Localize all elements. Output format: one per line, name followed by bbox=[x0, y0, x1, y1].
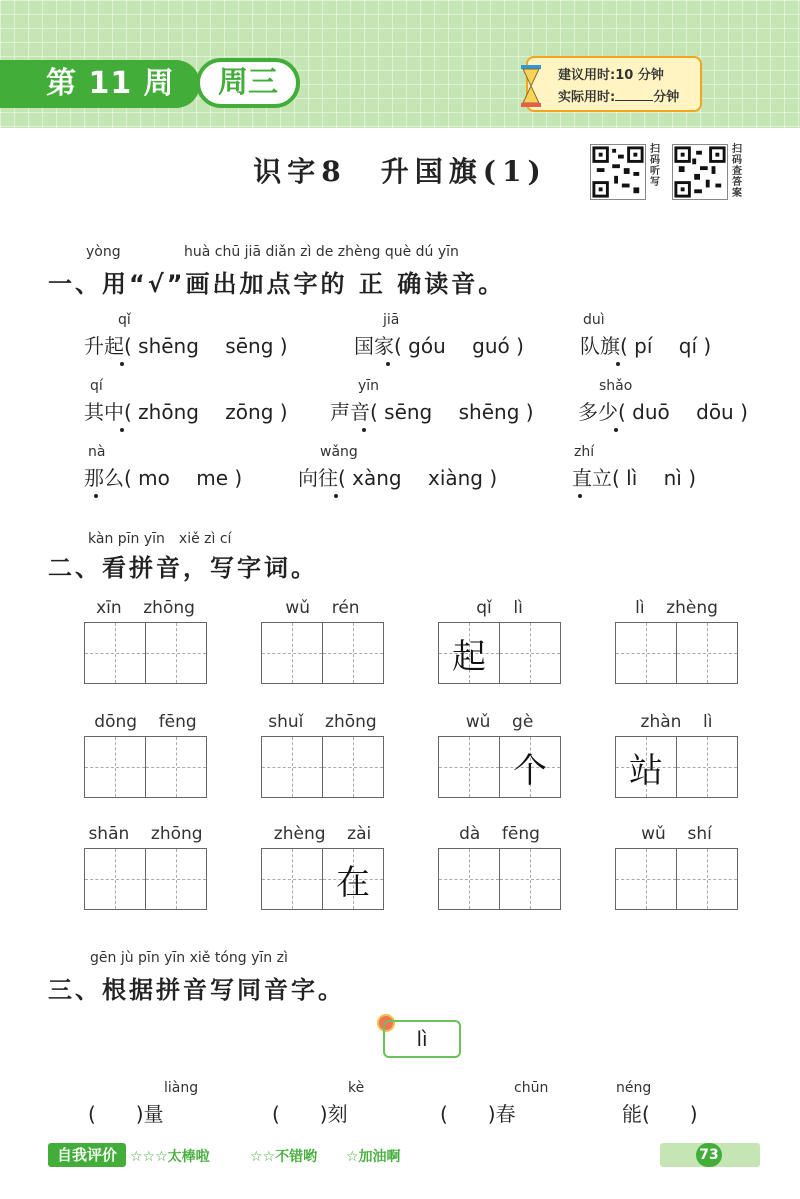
writing-cell[interactable] bbox=[85, 849, 146, 909]
fill-blank[interactable]: ( )春 bbox=[440, 1102, 516, 1126]
item-pinyin: qí bbox=[90, 378, 103, 394]
writing-cell[interactable] bbox=[323, 623, 383, 683]
item-pinyin: duì bbox=[583, 312, 605, 328]
writing-cell[interactable]: 个 bbox=[500, 737, 560, 797]
writing-box[interactable] bbox=[438, 848, 561, 910]
actual-time: 实际用时: 分钟 bbox=[558, 90, 680, 105]
writing-cell[interactable] bbox=[677, 849, 737, 909]
reading-item: 升起( shēng sēng ) bbox=[84, 334, 288, 358]
writing-cell[interactable] bbox=[500, 623, 560, 683]
week-label: 第 11 周 bbox=[0, 60, 200, 108]
writing-cell[interactable] bbox=[85, 623, 146, 683]
writing-cell[interactable] bbox=[262, 849, 323, 909]
emphasis-dot bbox=[120, 362, 124, 366]
fill-blank[interactable]: ( )量 bbox=[88, 1102, 164, 1126]
writing-box[interactable] bbox=[438, 736, 561, 798]
reading-item: 声音( sēng shēng ) bbox=[330, 400, 534, 424]
writing-cell[interactable] bbox=[146, 737, 206, 797]
hourglass-icon bbox=[520, 64, 542, 108]
emphasis-dot bbox=[614, 428, 618, 432]
writing-box[interactable] bbox=[615, 622, 738, 684]
item-pinyin: qǐ bbox=[118, 312, 131, 328]
box-pinyin: qǐ lì bbox=[476, 598, 523, 618]
box-pinyin: wǔ rén bbox=[285, 598, 360, 618]
writing-cell[interactable] bbox=[500, 849, 560, 909]
emphasis-dot bbox=[94, 494, 98, 498]
item-pinyin: chūn bbox=[514, 1080, 549, 1096]
heading-pinyin: yòng bbox=[86, 244, 121, 260]
emphasis-dot bbox=[362, 428, 366, 432]
reading-item: 其中( zhōng zōng ) bbox=[84, 400, 288, 424]
writing-cell[interactable] bbox=[616, 623, 677, 683]
writing-cell[interactable] bbox=[677, 623, 737, 683]
writing-box[interactable] bbox=[84, 848, 207, 910]
rating-two-stars[interactable]: ☆☆不错哟 bbox=[250, 1149, 318, 1165]
rating-three-stars[interactable]: ☆☆☆太棒啦 bbox=[130, 1149, 210, 1165]
item-pinyin: kè bbox=[348, 1080, 365, 1096]
box-pinyin: zhàn lì bbox=[640, 712, 713, 732]
self-eval-label: 自我评价 bbox=[48, 1143, 126, 1167]
writing-box[interactable] bbox=[615, 848, 738, 910]
box-pinyin: wǔ shí bbox=[641, 824, 712, 844]
page-number: 73 bbox=[696, 1143, 722, 1167]
box-pinyin: wǔ gè bbox=[465, 712, 534, 732]
writing-box[interactable] bbox=[261, 848, 384, 910]
emphasis-dot bbox=[334, 494, 338, 498]
writing-cell[interactable] bbox=[262, 623, 323, 683]
reading-item: 队旗( pí qí ) bbox=[580, 334, 712, 358]
heading-pinyin: gēn jù pīn yīn xiě tóng yīn zì bbox=[90, 950, 288, 966]
item-pinyin: liàng bbox=[164, 1080, 199, 1096]
box-pinyin: shān zhōng bbox=[88, 824, 203, 844]
heading-pinyin: kàn pīn yīn xiě zì cí bbox=[88, 531, 232, 547]
reading-item: 直立( lì nì ) bbox=[572, 466, 697, 490]
item-pinyin: wǎng bbox=[320, 444, 358, 460]
reading-item: 向往( xàng xiàng ) bbox=[298, 466, 498, 490]
writing-cell[interactable] bbox=[439, 849, 500, 909]
item-pinyin: zhí bbox=[574, 444, 595, 460]
writing-cell[interactable]: 起 bbox=[439, 623, 500, 683]
rating-one-star[interactable]: ☆加油啊 bbox=[346, 1149, 401, 1165]
emphasis-dot bbox=[578, 494, 582, 498]
box-pinyin: shuǐ zhōng bbox=[268, 712, 377, 732]
item-pinyin: jiā bbox=[383, 312, 400, 328]
fill-blank[interactable]: 能( ) bbox=[622, 1102, 698, 1126]
time-box bbox=[526, 56, 702, 112]
reading-item: 那么( mo me ) bbox=[84, 466, 243, 490]
reading-item: 多少( duō dōu ) bbox=[578, 400, 748, 424]
day-label: 周三 bbox=[196, 58, 300, 108]
box-pinyin: dà fēng bbox=[459, 824, 540, 844]
fill-blank[interactable]: ( )刻 bbox=[272, 1102, 348, 1126]
star-icon: ☆☆☆ bbox=[130, 1149, 168, 1165]
writing-cell[interactable] bbox=[262, 737, 323, 797]
section2-heading: 二、看拼音，写字词。 bbox=[48, 554, 318, 582]
writing-cell[interactable]: 站 bbox=[616, 737, 677, 797]
box-pinyin: lì zhèng bbox=[635, 598, 718, 618]
writing-box[interactable] bbox=[84, 736, 207, 798]
writing-cell[interactable]: 在 bbox=[323, 849, 383, 909]
qr-label-dictation: 扫码听写 bbox=[650, 144, 660, 188]
box-pinyin: xīn zhōng bbox=[96, 598, 195, 618]
writing-cell[interactable] bbox=[616, 849, 677, 909]
section3-heading: 三、根据拼音写同音字。 bbox=[48, 976, 345, 1004]
writing-cell[interactable] bbox=[677, 737, 737, 797]
target-pinyin-box: lì bbox=[383, 1020, 461, 1058]
writing-cell[interactable] bbox=[146, 849, 206, 909]
emphasis-dot bbox=[386, 362, 390, 366]
writing-box[interactable] bbox=[438, 622, 561, 684]
writing-box[interactable] bbox=[261, 622, 384, 684]
suggested-time: 建议用时:10 分钟 bbox=[558, 68, 664, 83]
box-pinyin: zhèng zài bbox=[273, 824, 372, 844]
qr-code-icon[interactable] bbox=[672, 144, 728, 200]
item-pinyin: shǎo bbox=[599, 378, 633, 394]
writing-cell[interactable] bbox=[439, 737, 500, 797]
star-icon: ☆☆ bbox=[250, 1149, 276, 1165]
qr-label-answers: 扫码查答案 bbox=[732, 144, 742, 199]
heading-pinyin: huà chū jiā diǎn zì de zhèng què dú yīn bbox=[184, 244, 459, 260]
qr-code-icon[interactable] bbox=[590, 144, 646, 200]
reading-item: 国家( góu guó ) bbox=[354, 334, 524, 358]
star-icon: ☆ bbox=[346, 1149, 359, 1165]
emphasis-dot bbox=[120, 428, 124, 432]
item-pinyin: nà bbox=[88, 444, 106, 460]
writing-cell[interactable] bbox=[146, 623, 206, 683]
writing-box[interactable] bbox=[84, 622, 207, 684]
section1-heading: 一、用“√”画出加点字的 正 确读音。 bbox=[48, 270, 506, 298]
writing-box[interactable] bbox=[615, 736, 738, 798]
box-pinyin: dōng fēng bbox=[94, 712, 197, 732]
writing-box[interactable] bbox=[261, 736, 384, 798]
item-pinyin: yīn bbox=[358, 378, 380, 394]
page-title: 识字8 升国旗(1) bbox=[253, 155, 547, 188]
writing-cell[interactable] bbox=[323, 737, 383, 797]
item-pinyin: néng bbox=[616, 1080, 652, 1096]
emphasis-dot bbox=[616, 362, 620, 366]
writing-cell[interactable] bbox=[85, 737, 146, 797]
